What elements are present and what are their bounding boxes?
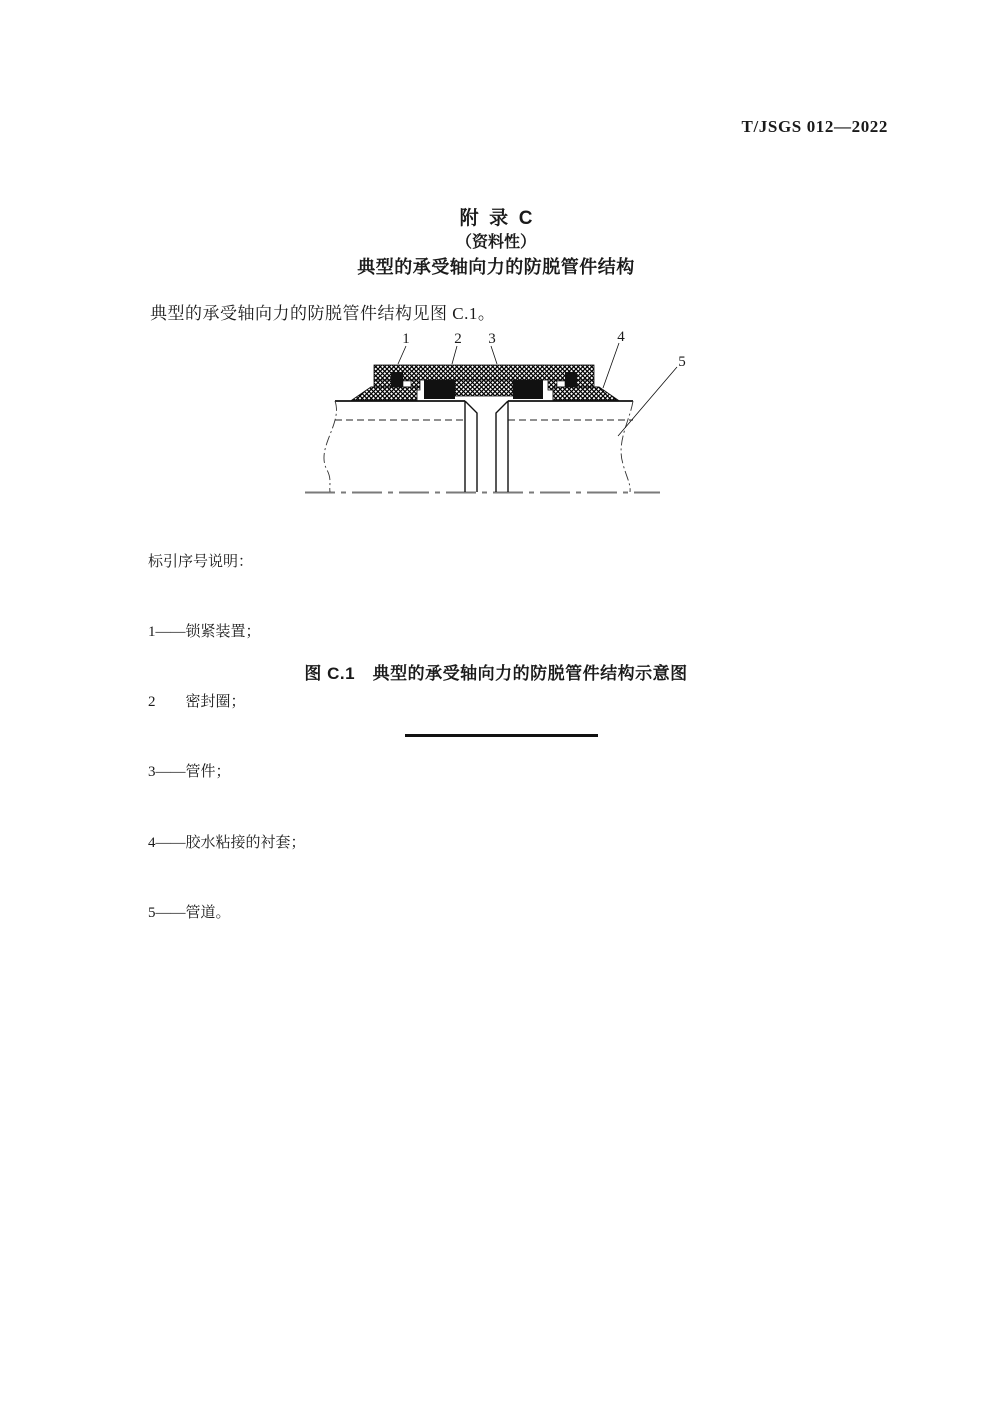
callout-2: 2 (454, 331, 462, 347)
callout-3: 3 (488, 331, 496, 347)
bushing-left (352, 387, 417, 400)
callout-4: 4 (617, 329, 625, 345)
legend-item-4: 4——胶水粘接的衬套； (148, 834, 306, 851)
appendix-heading: 典型的承受轴向力的防脱管件结构 (357, 257, 635, 277)
legend-item-2: 2 密封圈； (148, 694, 246, 711)
figure-caption: 图 C.1 典型的承受轴向力的防脱管件结构示意图 (304, 664, 688, 683)
seal-ring-right (513, 380, 543, 399)
appendix-subtitle: （资料性） (455, 234, 536, 251)
doc-number: T/JSGS 012—2022 (741, 117, 888, 136)
callout-1: 1 (402, 331, 410, 347)
legend-item-1: 1——锁紧装置； (148, 624, 261, 641)
bushing-right (553, 387, 618, 400)
figure-legend (148, 504, 306, 972)
body-paragraph: 典型的承受轴向力的防脱管件结构见图 C.1。 (150, 304, 496, 323)
break-line-right (621, 401, 633, 492)
legend-title: 标引序号说明： (148, 553, 254, 570)
pipe-end-right (496, 401, 508, 492)
pipe-end-left (465, 401, 477, 492)
seal-ring-left (424, 380, 455, 399)
break-line-left (324, 401, 336, 492)
legend-item-5: 5——管道。 (148, 904, 231, 921)
figure-diagram (295, 325, 700, 505)
callout-5: 5 (678, 354, 686, 370)
end-of-document-rule (405, 734, 598, 737)
appendix-title: 附 录 C (459, 208, 533, 229)
legend-item-3: 3——管件； (148, 764, 231, 781)
